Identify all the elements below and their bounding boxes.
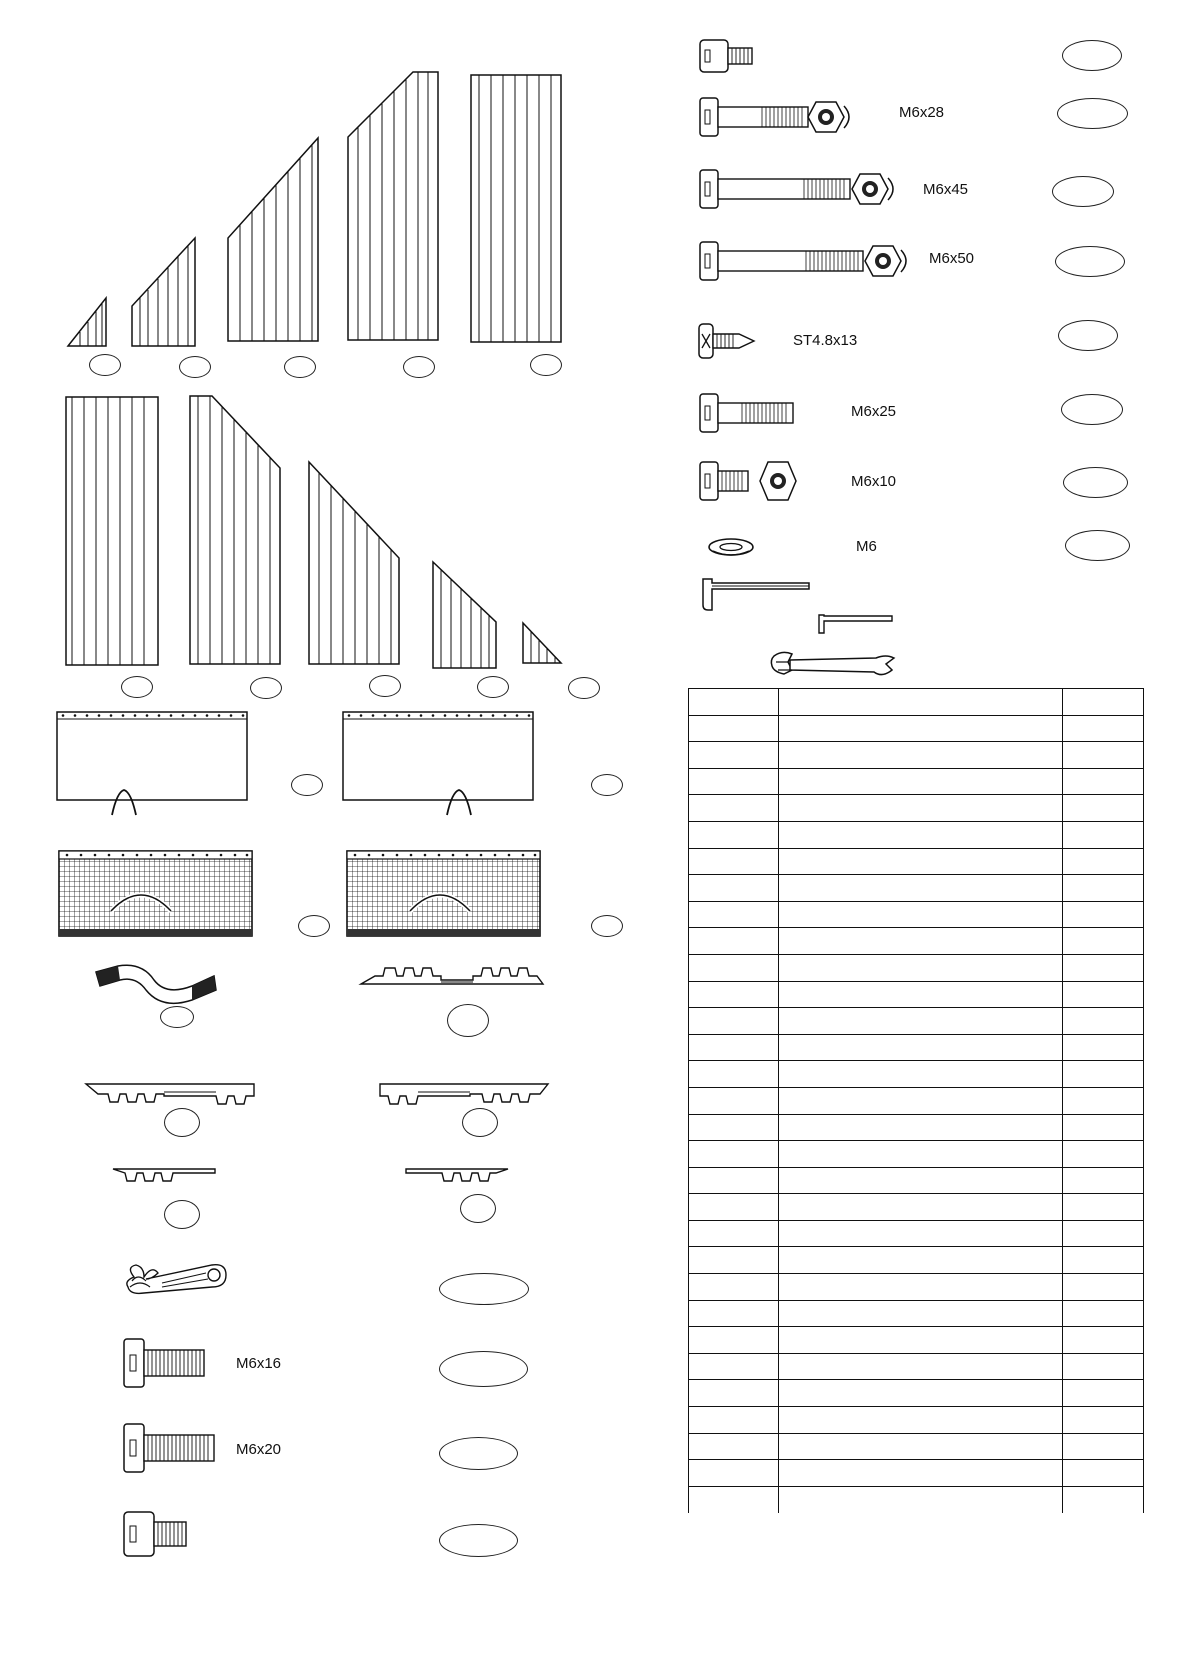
- table-row: [689, 901, 1144, 928]
- bolt-m6x28-icon: [700, 98, 890, 143]
- table-cell-part-no[interactable]: [689, 1167, 779, 1194]
- table-cell-part-no[interactable]: [689, 1274, 779, 1301]
- table-cell-part-no[interactable]: [689, 1327, 779, 1354]
- label-m6x25: M6x25: [851, 403, 897, 420]
- table-row: [689, 1114, 1144, 1141]
- table-cell-description[interactable]: [779, 1008, 1063, 1035]
- table-cell-qty[interactable]: [1063, 1407, 1144, 1434]
- table-cell-part-no[interactable]: [689, 821, 779, 848]
- table-cell-part-no[interactable]: [689, 981, 779, 1008]
- table-cell-description[interactable]: [779, 795, 1063, 822]
- table-cell-qty[interactable]: [1063, 981, 1144, 1008]
- roof-channel-short-right: [406, 1167, 516, 1192]
- panel-triangle-small: [523, 623, 568, 673]
- bolt-m6x20-icon: [124, 1424, 224, 1479]
- panel-trapezoid-large: [309, 462, 404, 672]
- table-cell-part-no[interactable]: [689, 1194, 779, 1221]
- part-number-oval[interactable]: [1061, 394, 1123, 425]
- table-row: [689, 1061, 1144, 1088]
- table-cell-description[interactable]: [779, 1433, 1063, 1460]
- table-row: [689, 1327, 1144, 1354]
- table-cell-qty[interactable]: [1063, 768, 1144, 795]
- table-cell-description[interactable]: [779, 875, 1063, 902]
- label-m6x16: M6x16: [236, 1355, 282, 1372]
- label-m6x45: M6x45: [923, 181, 969, 198]
- hex-key-large-icon: [701, 577, 821, 617]
- table-cell-qty[interactable]: [1063, 1114, 1144, 1141]
- parts-list-table: [688, 688, 1144, 1513]
- table-cell-qty[interactable]: [1063, 1194, 1144, 1221]
- table-cell-part-no[interactable]: [689, 1008, 779, 1035]
- table-row: [689, 1087, 1144, 1114]
- part-number-oval[interactable]: [439, 1524, 518, 1557]
- table-cell-description[interactable]: [779, 1087, 1063, 1114]
- table-cell-qty[interactable]: [1063, 1220, 1144, 1247]
- table-cell-description[interactable]: [779, 742, 1063, 769]
- bolt-m6x50-icon: [700, 242, 930, 287]
- table-cell-qty[interactable]: [1063, 1247, 1144, 1274]
- part-number-oval[interactable]: [1063, 467, 1128, 498]
- part-number-oval[interactable]: [462, 1108, 498, 1137]
- hex-key-small-icon: [817, 613, 897, 643]
- table-cell-qty[interactable]: [1063, 928, 1144, 955]
- part-number-oval[interactable]: [439, 1273, 529, 1305]
- part-number-oval[interactable]: [403, 356, 435, 378]
- table-cell-description[interactable]: [779, 689, 1063, 716]
- mesh-panel: [347, 851, 547, 946]
- part-number-oval[interactable]: [439, 1437, 518, 1470]
- table-cell-part-no[interactable]: [689, 1407, 779, 1434]
- table-row: [689, 1353, 1144, 1380]
- table-cell-description[interactable]: [779, 821, 1063, 848]
- roof-panel: [57, 712, 257, 817]
- label-st48x13: ST4.8x13: [793, 332, 858, 349]
- self-tapping-screw-icon: [699, 324, 769, 364]
- bolt-m6x25-icon: [700, 394, 810, 439]
- table-row: [689, 1247, 1144, 1274]
- bolt-m6x10-icon: [700, 462, 810, 507]
- table-cell-description[interactable]: [779, 1220, 1063, 1247]
- table-cell-part-no[interactable]: [689, 1353, 779, 1380]
- table-row: [689, 1008, 1144, 1035]
- spacer-standoff-icon: [124, 1512, 244, 1567]
- door-handle-latch: [122, 1257, 232, 1302]
- table-cell-description[interactable]: [779, 768, 1063, 795]
- table-cell-part-no[interactable]: [689, 1433, 779, 1460]
- label-m6x20: M6x20: [236, 1441, 282, 1458]
- table-cell-description[interactable]: [779, 901, 1063, 928]
- table-cell-qty[interactable]: [1063, 742, 1144, 769]
- label-m6x28: M6x28: [899, 104, 945, 121]
- table-cell-qty[interactable]: [1063, 1380, 1144, 1407]
- part-number-oval[interactable]: [1057, 98, 1128, 129]
- part-number-oval[interactable]: [447, 1004, 489, 1037]
- table-row: [689, 848, 1144, 875]
- table-cell-part-no[interactable]: [689, 1247, 779, 1274]
- panel-rectangle-tall: [471, 75, 566, 350]
- table-cell-part-no[interactable]: [689, 928, 779, 955]
- part-number-oval[interactable]: [460, 1194, 496, 1223]
- panel-trapezoid-large: [228, 138, 323, 343]
- panel-triangle-medium: [132, 238, 202, 348]
- table-row: [689, 928, 1144, 955]
- table-row: [689, 795, 1144, 822]
- part-number-oval[interactable]: [1058, 320, 1118, 351]
- table-cell-part-no[interactable]: [689, 715, 779, 742]
- table-row: [689, 1141, 1144, 1168]
- spacer-standoff-icon: [700, 40, 800, 80]
- table-cell-qty[interactable]: [1063, 1353, 1144, 1380]
- part-number-oval[interactable]: [164, 1108, 200, 1137]
- table-row: [689, 1380, 1144, 1407]
- table-cell-part-no[interactable]: [689, 954, 779, 981]
- table-row: [689, 689, 1144, 716]
- table-row: [689, 875, 1144, 902]
- open-end-wrench-icon: [768, 648, 908, 688]
- table-cell-qty[interactable]: [1063, 1486, 1144, 1513]
- table-cell-description[interactable]: [779, 1300, 1063, 1327]
- table-cell-part-no[interactable]: [689, 1114, 779, 1141]
- table-cell-qty[interactable]: [1063, 1061, 1144, 1088]
- table-cell-qty[interactable]: [1063, 901, 1144, 928]
- table-cell-description[interactable]: [779, 848, 1063, 875]
- table-cell-part-no[interactable]: [689, 1220, 779, 1247]
- table-row: [689, 1300, 1144, 1327]
- table-row: [689, 1433, 1144, 1460]
- label-m6x50: M6x50: [929, 250, 975, 267]
- roof-channel-short-left: [113, 1167, 223, 1192]
- roof-channel-right: [380, 1082, 555, 1112]
- part-number-oval[interactable]: [179, 356, 211, 378]
- panel-trapezoid-xlarge: [348, 72, 443, 347]
- roof-panel: [343, 712, 543, 817]
- table-row: [689, 1486, 1144, 1513]
- part-number-oval[interactable]: [89, 354, 121, 376]
- table-cell-qty[interactable]: [1063, 1167, 1144, 1194]
- table-cell-qty[interactable]: [1063, 1433, 1144, 1460]
- table-cell-qty[interactable]: [1063, 795, 1144, 822]
- table-cell-part-no[interactable]: [689, 1141, 779, 1168]
- part-number-oval[interactable]: [591, 774, 623, 796]
- roof-channel-long: [361, 962, 546, 992]
- table-row: [689, 1407, 1144, 1434]
- table-cell-description[interactable]: [779, 1274, 1063, 1301]
- table-cell-description[interactable]: [779, 1061, 1063, 1088]
- table-cell-qty[interactable]: [1063, 1274, 1144, 1301]
- table-cell-qty[interactable]: [1063, 1087, 1144, 1114]
- table-row: [689, 1274, 1144, 1301]
- table-cell-part-no[interactable]: [689, 1061, 779, 1088]
- table-row: [689, 742, 1144, 769]
- part-number-oval[interactable]: [591, 915, 623, 937]
- part-number-oval[interactable]: [1052, 176, 1114, 207]
- table-cell-description[interactable]: [779, 1194, 1063, 1221]
- table-cell-description[interactable]: [779, 954, 1063, 981]
- part-number-oval[interactable]: [1062, 40, 1122, 71]
- table-cell-qty[interactable]: [1063, 715, 1144, 742]
- panel-triangle-medium: [433, 562, 503, 677]
- panel-triangle-small: [68, 298, 118, 358]
- bolt-m6x45-icon: [700, 170, 920, 215]
- table-cell-qty[interactable]: [1063, 1460, 1144, 1487]
- part-number-oval[interactable]: [298, 915, 330, 937]
- table-row: [689, 1167, 1144, 1194]
- table-cell-qty[interactable]: [1063, 1300, 1144, 1327]
- label-m6x10: M6x10: [851, 473, 897, 490]
- table-cell-part-no[interactable]: [689, 689, 779, 716]
- part-number-oval[interactable]: [160, 1006, 194, 1028]
- table-cell-qty[interactable]: [1063, 1034, 1144, 1061]
- table-cell-part-no[interactable]: [689, 1460, 779, 1487]
- table-row: [689, 715, 1144, 742]
- part-number-oval[interactable]: [477, 676, 509, 698]
- table-cell-part-no[interactable]: [689, 1380, 779, 1407]
- table-cell-part-no[interactable]: [689, 1486, 779, 1513]
- part-number-oval[interactable]: [284, 356, 316, 378]
- table-cell-qty[interactable]: [1063, 821, 1144, 848]
- roof-channel-left: [86, 1082, 261, 1112]
- table-row: [689, 1220, 1144, 1247]
- table-cell-qty[interactable]: [1063, 1008, 1144, 1035]
- table-row: [689, 821, 1144, 848]
- table-cell-description[interactable]: [779, 1114, 1063, 1141]
- table-cell-qty[interactable]: [1063, 954, 1144, 981]
- panel-rectangle-tall: [66, 397, 161, 672]
- table-cell-part-no[interactable]: [689, 768, 779, 795]
- table-cell-description[interactable]: [779, 1167, 1063, 1194]
- table-cell-description[interactable]: [779, 981, 1063, 1008]
- label-m6: M6: [856, 538, 877, 555]
- table-cell-description[interactable]: [779, 1247, 1063, 1274]
- table-cell-description[interactable]: [779, 1380, 1063, 1407]
- table-cell-part-no[interactable]: [689, 901, 779, 928]
- table-cell-qty[interactable]: [1063, 848, 1144, 875]
- table-cell-description[interactable]: [779, 1407, 1063, 1434]
- table-cell-description[interactable]: [779, 1486, 1063, 1513]
- mesh-panel: [59, 851, 259, 946]
- table-cell-description[interactable]: [779, 1141, 1063, 1168]
- part-number-oval[interactable]: [164, 1200, 200, 1229]
- table-cell-description[interactable]: [779, 1353, 1063, 1380]
- panel-trapezoid-xlarge: [190, 396, 285, 671]
- rubber-seal-strip: [92, 962, 222, 1007]
- table-cell-part-no[interactable]: [689, 848, 779, 875]
- part-number-oval[interactable]: [530, 354, 562, 376]
- part-number-oval[interactable]: [121, 676, 153, 698]
- part-number-oval[interactable]: [250, 677, 282, 699]
- table-row: [689, 954, 1144, 981]
- table-cell-part-no[interactable]: [689, 1034, 779, 1061]
- table-row: [689, 1194, 1144, 1221]
- table-cell-qty[interactable]: [1063, 1327, 1144, 1354]
- part-number-oval[interactable]: [568, 677, 600, 699]
- table-cell-description[interactable]: [779, 1460, 1063, 1487]
- table-cell-qty[interactable]: [1063, 875, 1144, 902]
- table-cell-part-no[interactable]: [689, 742, 779, 769]
- table-row: [689, 1460, 1144, 1487]
- part-number-oval[interactable]: [439, 1351, 528, 1387]
- table-cell-description[interactable]: [779, 1327, 1063, 1354]
- part-number-oval[interactable]: [369, 675, 401, 697]
- table-cell-part-no[interactable]: [689, 875, 779, 902]
- table-cell-description[interactable]: [779, 928, 1063, 955]
- table-cell-part-no[interactable]: [689, 1300, 779, 1327]
- bolt-m6x16-icon: [124, 1339, 224, 1394]
- table-cell-part-no[interactable]: [689, 795, 779, 822]
- part-number-oval[interactable]: [291, 774, 323, 796]
- table-cell-qty[interactable]: [1063, 1141, 1144, 1168]
- table-row: [689, 981, 1144, 1008]
- part-number-oval[interactable]: [1055, 246, 1125, 277]
- spring-washer-icon: [707, 537, 767, 562]
- part-number-oval[interactable]: [1065, 530, 1130, 561]
- table-cell-description[interactable]: [779, 715, 1063, 742]
- table-cell-part-no[interactable]: [689, 1087, 779, 1114]
- table-cell-qty[interactable]: [1063, 689, 1144, 716]
- table-row: [689, 1034, 1144, 1061]
- table-row: [689, 768, 1144, 795]
- table-cell-description[interactable]: [779, 1034, 1063, 1061]
